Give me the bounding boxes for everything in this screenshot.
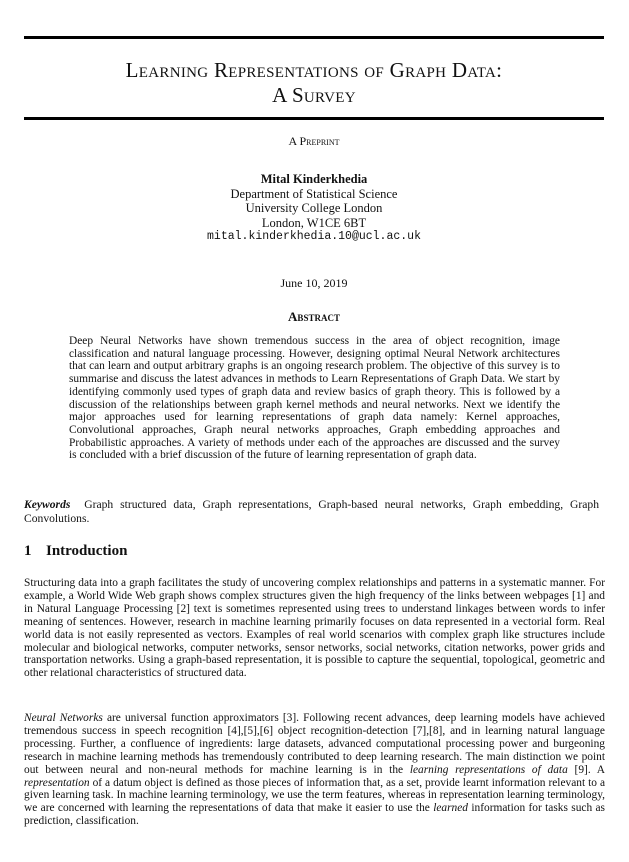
p2-text-1: are universal function approximators [3]. Following recent advances, deep learning models have achieved tremendous success in speech recognition [4],[5],[6] object recognition-detection [7],[8], and in learning natural language processing. Further, a confluence of ingredients: large datasets, advanced computational processing power and burgeoning research in machine learning methods has tremendously contributed to deep learning research. The main distinction we point out between neural and non-neural methods for machine learning is in the bbox=[24, 712, 605, 776]
section-heading bbox=[24, 543, 599, 560]
p2-emphasis-neural-networks: Neural Networks bbox=[24, 712, 103, 724]
keywords-label: Keywords bbox=[24, 498, 71, 511]
abstract-heading: Abstract bbox=[288, 309, 340, 324]
p2-emphasis-learned: learned bbox=[433, 802, 468, 815]
paper-title-line-1: Learning Representations of Graph Data: bbox=[125, 58, 503, 82]
preprint-label: A Preprint bbox=[288, 134, 340, 148]
paper-title-line-2: A Survey bbox=[272, 83, 356, 107]
abstract-text: Deep Neural Networks have shown tremendous success in the area of object recognition, image classification and natural language processing. However, designing optimal Neural Network architectures that can learn and output arbitrary graphs is an ongoing research problem. The objective of this survey is to summarise and discuss the latest advances in methods to Learn Representations of Graph Data. We start by identifying commonly used types of graph data and review basics of graph theory. This is followed by a discussion of the relationships between graph kernel methods and neural networks. Next we identify the major approaches used for learning representations of graph data namely: Kernel approaches, Convolutional approaches, Graph neural networks approaches, Graph embedding approaches and Probabilistic approaches. A variety of methods under each of the approaches are discussed and the survey is concluded with a brief discussion of the future of learning representation of graph data. bbox=[69, 335, 560, 462]
keywords bbox=[24, 498, 599, 525]
author-email[interactable]: mital.kinderkhedia.10@ucl.ac.uk bbox=[207, 230, 421, 243]
section-number: 1 bbox=[24, 543, 32, 559]
p2-text-2: [9]. A bbox=[567, 763, 606, 776]
keywords-text: Graph structured data, Graph representations, Graph-based neural networks, Graph embedding, Graph Convolutions. bbox=[24, 498, 599, 525]
paper-title bbox=[24, 58, 604, 108]
author-block bbox=[24, 172, 604, 245]
p2-text-3: of a datum object is defined as those pieces of information that, as a set, provide learnt information relevant to a given learning task. In machine learning terminology, we use the term features, whereas in representation learning terminology, we are concerned with learning the representations of data that make it easier to use the bbox=[24, 776, 605, 815]
publication-date: June 10, 2019 bbox=[280, 276, 348, 290]
author-name: Mital Kinderkhedia bbox=[260, 172, 368, 186]
author-address: London, W1CE 6BT bbox=[261, 215, 367, 230]
title-top-rule bbox=[24, 36, 604, 39]
title-bottom-rule bbox=[24, 117, 604, 120]
author-university: University College London bbox=[245, 201, 383, 215]
author-department: Department of Statistical Science bbox=[230, 186, 398, 201]
p2-emphasis-learning-representations: learning representations of data bbox=[409, 763, 568, 776]
section-title: Introduction bbox=[46, 543, 128, 559]
p2-emphasis-representation: representation bbox=[24, 776, 90, 789]
intro-paragraph-1: Structuring data into a graph facilitates the study of uncovering complex relationships and patterns in a systematic manner. For example, a World Wide Web graph shows complex structures given the high frequency of the links between webpages [1] and in Natural Language Processing [2] text is sometimes represented using trees to understand linkages between words to infer meaning of sentences. However, research in machine learning primarily focuses on data represented in a vectorial form. Real world data is not easily represented as vectors. Examples of real world scenarios with complex graph like structures include molecular and biological networks, computer networks, sensor networks, social networks, citation networks, power grids and transportation networks. Using a graph-based representation, it is possible to capture the sequential, topological, geometric and other relational characteristics of structured data. bbox=[24, 577, 605, 680]
p2-text-4: information for tasks such as prediction, classification. bbox=[24, 802, 605, 828]
intro-paragraph-2 bbox=[24, 712, 605, 828]
